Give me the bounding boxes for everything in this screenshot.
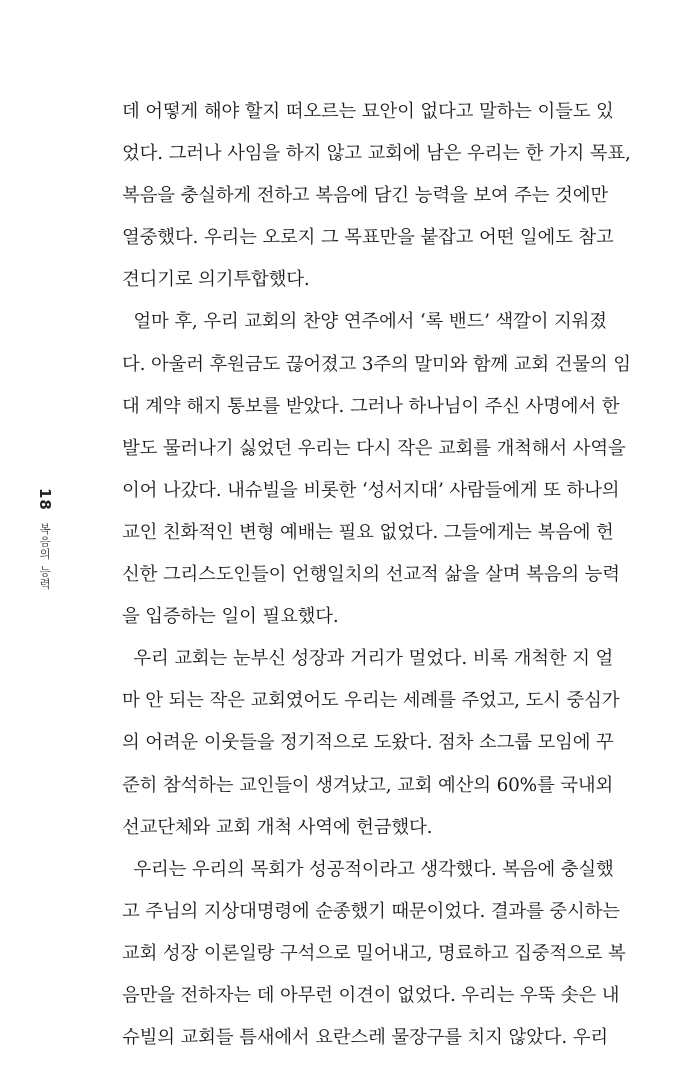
page-folio <box>30 488 60 590</box>
text-line: 고 주님의 지상대명령에 순종했기 때문이었다. 결과를 중시하는 <box>122 900 620 922</box>
text-line: 선교단체와 교회 개척 사역에 헌금했다. <box>122 816 433 838</box>
text-line: 신한 그리스도인들이 언행일치의 선교적 삶을 살며 복음의 능력 <box>122 564 620 586</box>
text-line: 얼마 후, 우리 교회의 찬양 연주에서 ‘록 밴드’ 색깔이 지워졌 <box>122 311 607 333</box>
text-line: 견디기로 의기투합했다. <box>122 269 310 291</box>
text-line: 마 안 되는 작은 교회였어도 우리는 세례를 주었고, 도시 중심가 <box>122 690 620 712</box>
text-line: 의 어려운 이웃들을 정기적으로 도왔다. 점차 소그룹 모임에 꾸 <box>122 732 614 754</box>
text-line: 교회 성장 이론일랑 구석으로 밀어내고, 명료하고 집중적으로 복 <box>122 942 626 964</box>
page-number: 18 <box>36 488 54 511</box>
text-line: 데 어떻게 해야 할지 떠오르는 묘안이 없다고 말하는 이들도 있 <box>122 101 614 122</box>
text-line: 대 계약 해지 통보를 받았다. 그러나 하나님이 주신 사명에서 한 <box>122 395 620 417</box>
text-line: 슈빌의 교회들 틈새에서 요란스레 물장구를 치지 않았다. 우리 <box>122 1027 608 1049</box>
text-line: 우리는 우리의 목회가 성공적이라고 생각했다. 복음에 충실했 <box>122 858 614 880</box>
text-line: 준히 참석하는 교인들이 생겨났고, 교회 예산의 60%를 국내외 <box>122 774 614 796</box>
text-line: 우리 교회는 눈부신 성장과 거리가 멀었다. 비록 개척한 지 얼 <box>122 648 614 670</box>
text-line: 열중했다. 우리는 오로지 그 목표만을 붙잡고 어떤 일에도 참고 <box>122 227 614 249</box>
text-line: 이어 나갔다. 내슈빌을 비롯한 ‘성서지대’ 사람들에게 또 하나의 <box>122 479 620 501</box>
text-line: 발도 물러나기 싫었던 우리는 다시 작은 교회를 개척해서 사역을 <box>122 437 626 459</box>
body-text <box>122 91 631 1059</box>
text-line: 음만을 전하자는 데 아무런 이견이 없었다. 우리는 우뚝 솟은 내 <box>122 984 620 1006</box>
running-title: 복음의 능력 <box>38 522 52 591</box>
text-line: 복음을 충실하게 전하고 복음에 담긴 능력을 보여 주는 것에만 <box>122 185 608 207</box>
text-line: 을 입증하는 일이 필요했다. <box>122 606 339 628</box>
text-line: 었다. 그러나 사임을 하지 않고 교회에 남은 우리는 한 가지 목표, <box>122 143 631 165</box>
text-line: 다. 아울러 후원금도 끊어졌고 3주의 말미와 함께 교회 건물의 임 <box>122 353 631 375</box>
text-line: 교인 친화적인 변형 예배는 필요 없었다. 그들에게는 복음에 헌 <box>122 521 614 543</box>
